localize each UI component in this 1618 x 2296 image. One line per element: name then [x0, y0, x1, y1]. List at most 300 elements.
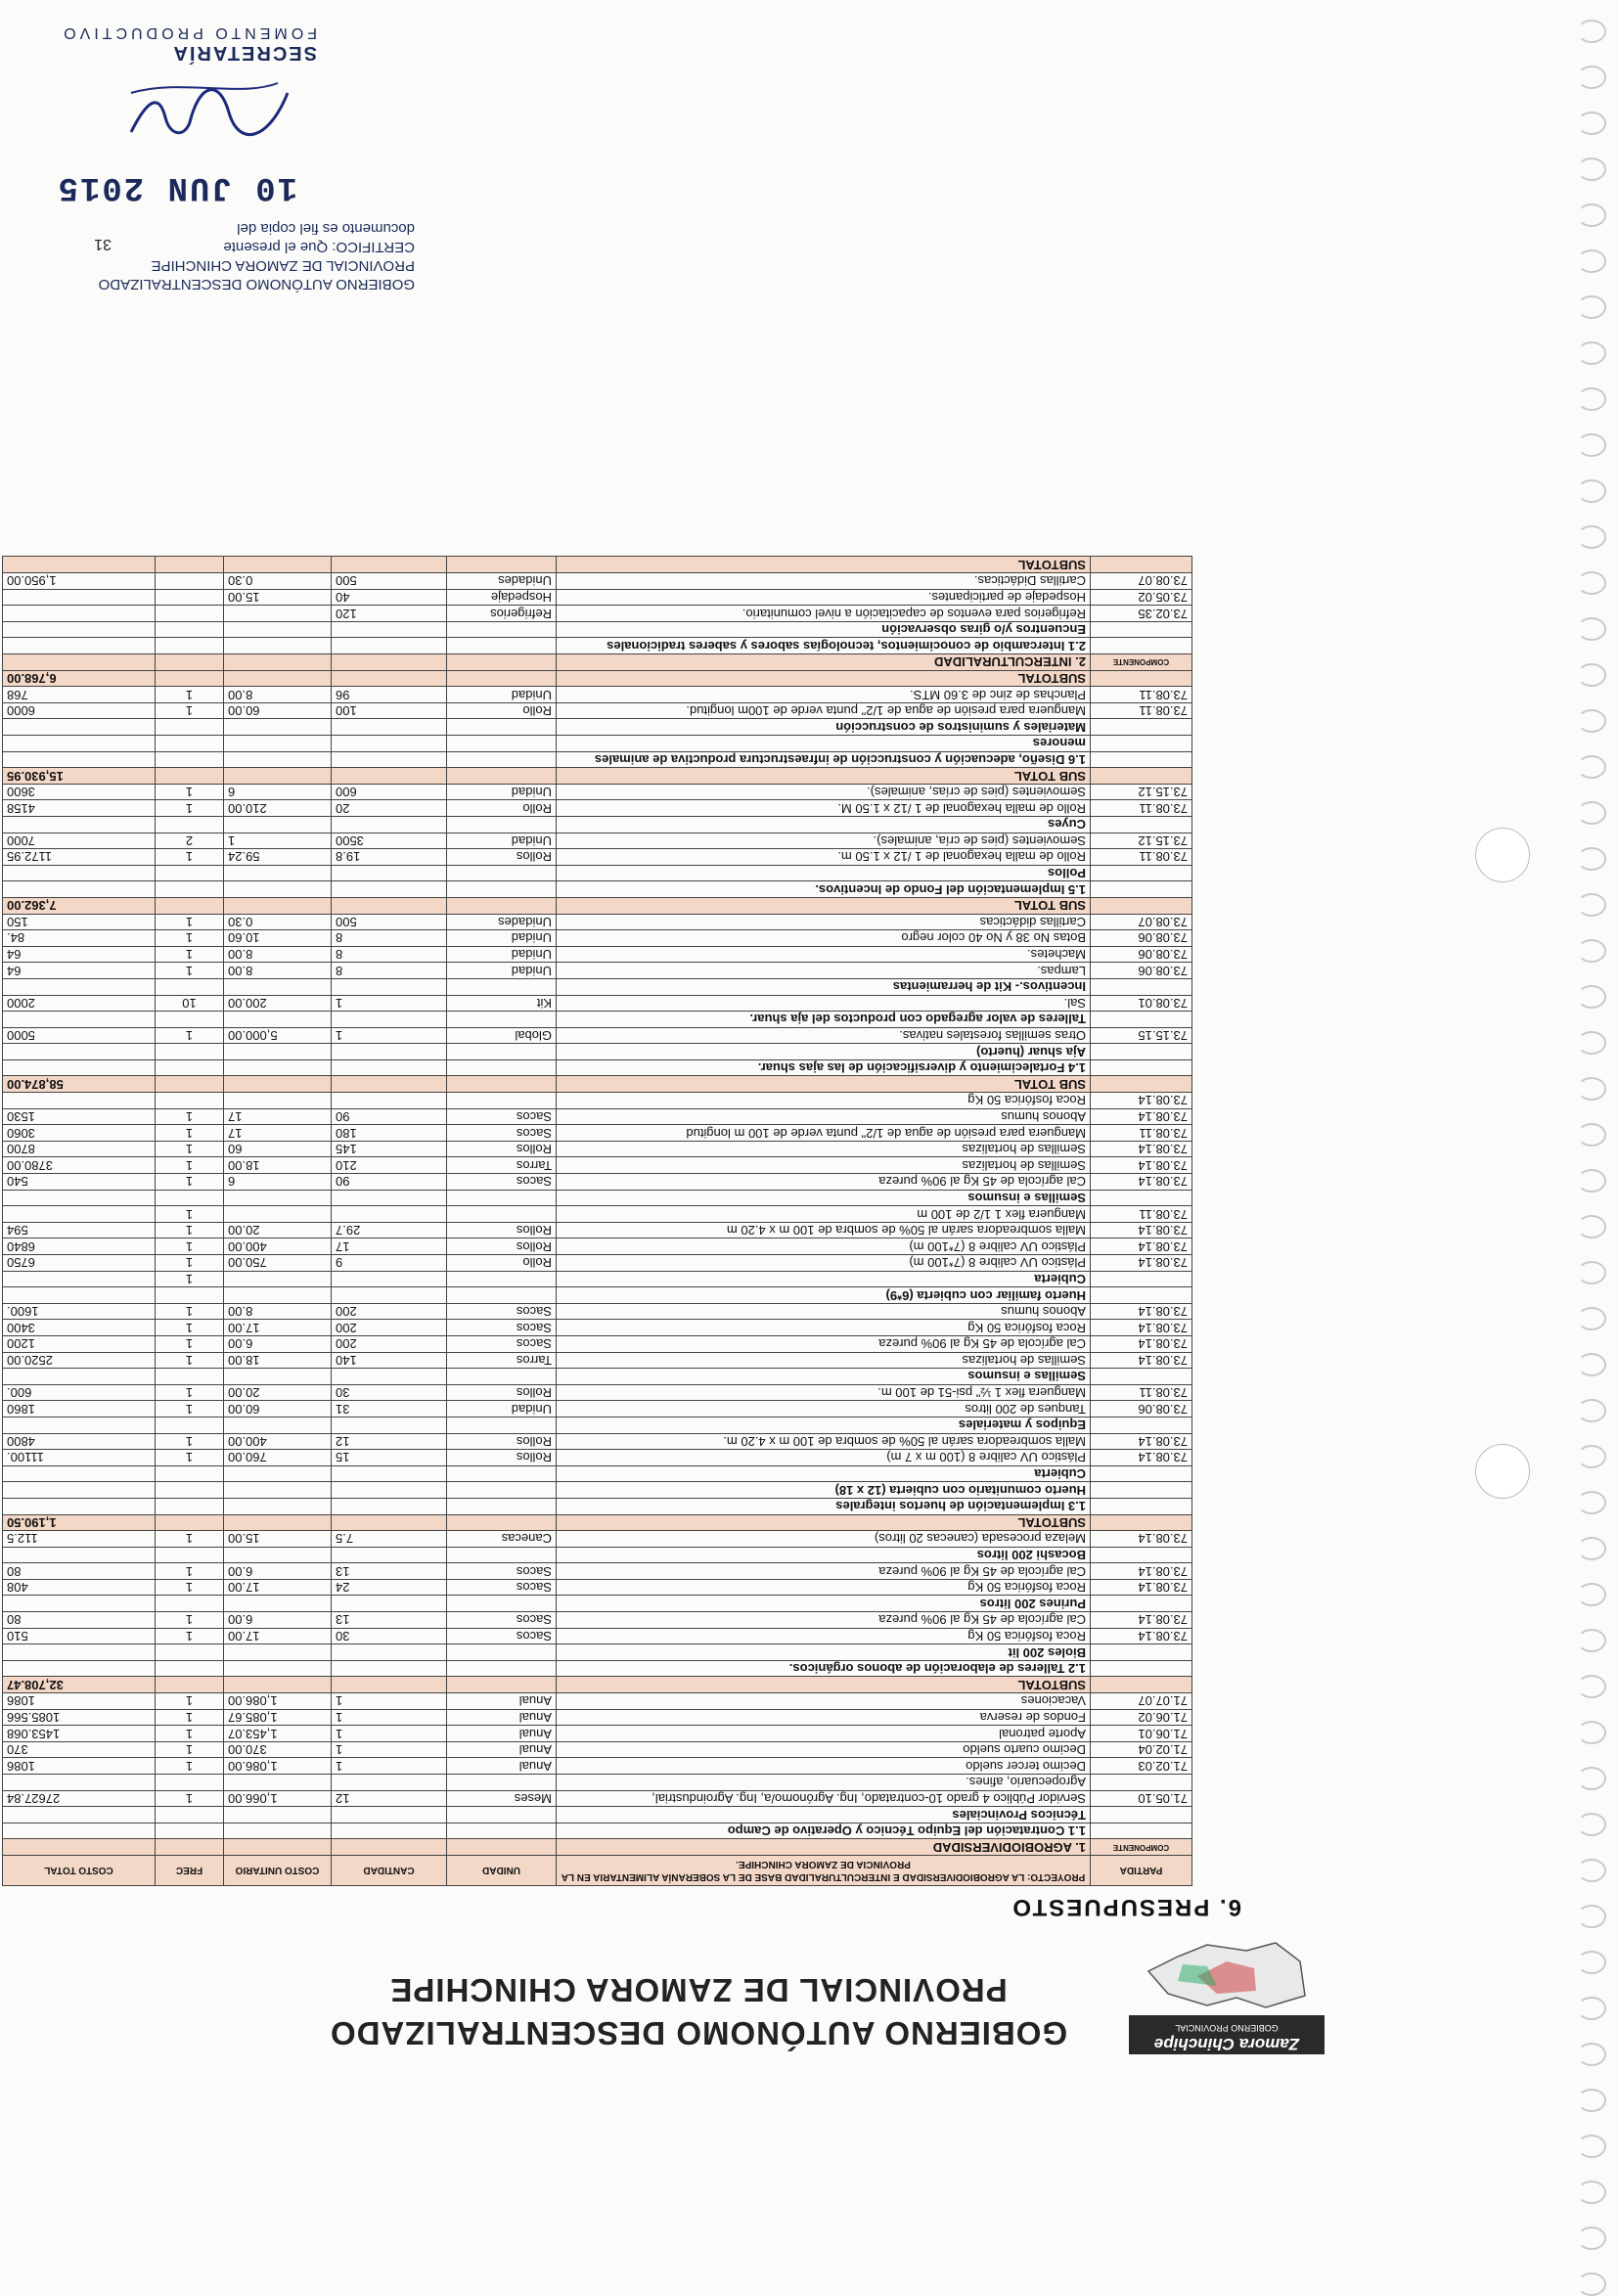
- costo-total-cell: [3, 1044, 156, 1060]
- description-cell: SUB TOTAL: [557, 897, 1091, 914]
- cantidad-cell: [332, 1644, 447, 1661]
- costo-unitario-cell: 18.00: [224, 1157, 332, 1174]
- description-cell: Tanques de 200 litros: [557, 1401, 1091, 1418]
- unidad-cell: Anual: [447, 1758, 557, 1775]
- frec-cell: [156, 751, 224, 768]
- costo-total-cell: 5000: [3, 1027, 156, 1044]
- costo-unitario-cell: 1,086.00: [224, 1693, 332, 1710]
- costo-total-cell: [3, 621, 156, 638]
- costo-unitario-cell: 20.00: [224, 1222, 332, 1238]
- table-row: [3, 1352, 1192, 1369]
- description-cell: Cal agrícola de 45 Kg al 90% pureza: [557, 1563, 1091, 1580]
- frec-cell: 1: [156, 1108, 224, 1125]
- cantidad-cell: 600: [332, 784, 447, 800]
- table-row: [3, 1498, 1192, 1514]
- description-cell: Talleres de valor agregado con productos del aja shuar.: [557, 1012, 1091, 1028]
- cantidad-cell: 120: [332, 606, 447, 622]
- table-row: [3, 1190, 1192, 1206]
- costo-unitario-cell: 8.00: [224, 687, 332, 703]
- unidad-cell: [447, 1076, 557, 1093]
- unidad-cell: [447, 736, 557, 752]
- cantidad-cell: [332, 768, 447, 785]
- unidad-cell: Rollo: [447, 800, 557, 817]
- costo-unitario-cell: 0.30: [224, 914, 332, 930]
- costo-unitario-cell: [224, 557, 332, 573]
- binding-ring-icon: [1577, 1767, 1606, 1790]
- costo-total-cell: [3, 1596, 156, 1612]
- frec-cell: 1: [156, 1125, 224, 1142]
- partida-cell: 73.08.14: [1091, 1238, 1192, 1255]
- cantidad-cell: 1: [332, 995, 447, 1012]
- table-row: [3, 573, 1192, 590]
- costo-total-cell: [3, 589, 156, 606]
- frec-cell: [156, 1644, 224, 1661]
- table-row: [3, 1303, 1192, 1320]
- binding-ring-icon: [1577, 479, 1606, 503]
- unidad-cell: Rollos: [447, 1450, 557, 1466]
- cantidad-cell: [332, 1287, 447, 1304]
- costo-unitario-cell: 17.00: [224, 1320, 332, 1336]
- header-frec: FREC: [156, 1856, 224, 1886]
- partida-cell: 73.02.35: [1091, 606, 1192, 622]
- unidad-cell: Anual: [447, 1693, 557, 1710]
- binding-ring-icon: [1577, 755, 1606, 779]
- binding-ring-icon: [1577, 2135, 1606, 2158]
- unidad-cell: [447, 1823, 557, 1839]
- unidad-cell: Unidad: [447, 784, 557, 800]
- costo-unitario-cell: [224, 1287, 332, 1304]
- costo-unitario-cell: [224, 768, 332, 785]
- binding-ring-icon: [1577, 249, 1606, 273]
- subtotal-row: [3, 768, 1192, 785]
- description-cell: Materiales y suministros de construcción: [557, 719, 1091, 736]
- costo-total-cell: [3, 557, 156, 573]
- cantidad-cell: 20: [332, 800, 447, 817]
- provincial-logo: [1129, 1937, 1325, 2054]
- costo-total-cell: [3, 1660, 156, 1677]
- binding-ring-icon: [1577, 847, 1606, 871]
- costo-total-cell: [3, 1369, 156, 1385]
- partida-cell: 73.08.14: [1091, 1563, 1192, 1580]
- table-row: [3, 930, 1192, 947]
- frec-cell: [156, 670, 224, 687]
- frec-cell: [156, 1190, 224, 1206]
- costo-total-cell: [3, 1465, 156, 1482]
- costo-unitario-cell: [224, 1775, 332, 1791]
- description-cell: Rollo de malla hexagonal de 1 /12 x 1.50 m.: [557, 849, 1091, 866]
- cantidad-cell: 500: [332, 914, 447, 930]
- cantidad-cell: [332, 1417, 447, 1433]
- frec-cell: [156, 897, 224, 914]
- partida-cell: COMPONENTE: [1091, 1839, 1192, 1856]
- partida-cell: [1091, 736, 1192, 752]
- table-row: [3, 621, 1192, 638]
- partida-cell: [1091, 1498, 1192, 1514]
- costo-total-cell: [3, 1775, 156, 1791]
- partida-cell: COMPONENTE: [1091, 654, 1192, 671]
- costo-unitario-cell: 1,086.00: [224, 1758, 332, 1775]
- frec-cell: [156, 1677, 224, 1693]
- partida-cell: [1091, 817, 1192, 833]
- costo-total-cell: 1086: [3, 1758, 156, 1775]
- unidad-cell: Anual: [447, 1741, 557, 1758]
- costo-unitario-cell: 18.00: [224, 1352, 332, 1369]
- binding-ring-icon: [1577, 1031, 1606, 1055]
- partida-cell: [1091, 557, 1192, 573]
- costo-unitario-cell: [224, 1823, 332, 1839]
- costo-total-cell: 1860: [3, 1401, 156, 1418]
- costo-unitario-cell: 1: [224, 833, 332, 849]
- description-cell: Hospedaje de participantes.: [557, 589, 1091, 606]
- costo-unitario-cell: 60.00: [224, 1401, 332, 1418]
- unidad-cell: Global: [447, 1027, 557, 1044]
- costo-total-cell: 7,362.00: [3, 897, 156, 914]
- unidad-cell: [447, 670, 557, 687]
- cantidad-cell: 8: [332, 930, 447, 947]
- unidad-cell: Sacos: [447, 1108, 557, 1125]
- binding-ring-icon: [1577, 1261, 1606, 1284]
- binding-ring-icon: [1577, 709, 1606, 733]
- unidad-cell: [447, 1839, 557, 1856]
- unidad-cell: [447, 1775, 557, 1791]
- table-row: [3, 1271, 1192, 1287]
- binding-ring-icon: [1577, 1675, 1606, 1698]
- costo-total-cell: 1600.: [3, 1303, 156, 1320]
- partida-cell: [1091, 897, 1192, 914]
- logo-subtitle: GOBIERNO PROVINCIAL: [1175, 2023, 1279, 2033]
- description-cell: 1.3 Implementación de huertos integrales: [557, 1498, 1091, 1514]
- frec-cell: 1: [156, 1579, 224, 1596]
- binding-ring-icon: [1577, 1491, 1606, 1514]
- frec-cell: 1: [156, 702, 224, 719]
- partida-cell: [1091, 1482, 1192, 1499]
- frec-cell: [156, 1498, 224, 1514]
- costo-total-cell: 2000: [3, 995, 156, 1012]
- table-row: [3, 1579, 1192, 1596]
- frec-cell: [156, 736, 224, 752]
- binding-ring-icon: [1577, 1215, 1606, 1238]
- frec-cell: [156, 1482, 224, 1499]
- costo-total-cell: 1086: [3, 1693, 156, 1710]
- table-row: [3, 719, 1192, 736]
- costo-total-cell: 3060: [3, 1125, 156, 1142]
- table-row: [3, 881, 1192, 898]
- partida-cell: [1091, 865, 1192, 881]
- partida-cell: 73.08.14: [1091, 1336, 1192, 1353]
- cantidad-cell: 100: [332, 702, 447, 719]
- frec-cell: 1: [156, 1206, 224, 1223]
- description-cell: Encuentros y/o giras observación: [557, 621, 1091, 638]
- frec-cell: 1: [156, 1222, 224, 1238]
- unidad-cell: [447, 1547, 557, 1563]
- table-row: [3, 1807, 1192, 1823]
- description-cell: Semillas e insumos: [557, 1190, 1091, 1206]
- partida-cell: [1091, 1369, 1192, 1385]
- description-cell: Malla sombreadora sarán al 50% de sombra de 100 m x 4.20 m: [557, 1222, 1091, 1238]
- frec-cell: [156, 1807, 224, 1823]
- binding-ring-icon: [1577, 1721, 1606, 1744]
- description-cell: Purines 200 litros: [557, 1596, 1091, 1612]
- partida-cell: 73.08.14: [1091, 1174, 1192, 1191]
- partida-cell: 73.08.14: [1091, 1433, 1192, 1450]
- costo-total-cell: [3, 978, 156, 995]
- cantidad-cell: [332, 881, 447, 898]
- unidad-cell: [447, 1271, 557, 1287]
- table-row: [3, 1141, 1192, 1157]
- frec-cell: 1: [156, 1726, 224, 1742]
- description-cell: Huerto comunitario con cubierta (12 x 18): [557, 1482, 1091, 1499]
- costo-unitario-cell: [224, 1547, 332, 1563]
- table-row: [3, 1790, 1192, 1807]
- unidad-cell: Unidad: [447, 963, 557, 979]
- frec-cell: [156, 1093, 224, 1109]
- table-row: [3, 817, 1192, 833]
- partida-cell: 73.08.07: [1091, 914, 1192, 930]
- frec-cell: [156, 606, 224, 622]
- costo-total-cell: 11100.: [3, 1450, 156, 1466]
- partida-cell: 73.08.06: [1091, 1401, 1192, 1418]
- costo-unitario-cell: [224, 1482, 332, 1499]
- cantidad-cell: [332, 1807, 447, 1823]
- table-row: [3, 1108, 1192, 1125]
- costo-unitario-cell: [224, 1514, 332, 1531]
- partida-cell: 73.08.06: [1091, 946, 1192, 963]
- binding-ring-icon: [1577, 1307, 1606, 1330]
- stamp-date: 10 JUN 2015: [56, 168, 297, 205]
- unidad-cell: [447, 638, 557, 654]
- partida-cell: 73.08.14: [1091, 1093, 1192, 1109]
- cantidad-cell: [332, 1677, 447, 1693]
- description-cell: Pollos: [557, 865, 1091, 881]
- description-cell: Manguera para presión de agua de 1/2" punta verde de 100m longitud.: [557, 702, 1091, 719]
- unidad-cell: Sacos: [447, 1174, 557, 1191]
- cert-line: documento es fiel copia del: [237, 220, 415, 237]
- description-cell: 2. INTERCULTURALIDAD: [557, 654, 1091, 671]
- frec-cell: [156, 638, 224, 654]
- table-row: [3, 963, 1192, 979]
- partida-cell: [1091, 1823, 1192, 1839]
- partida-cell: 73.08.14: [1091, 1255, 1192, 1272]
- description-cell: Melaza procesada (canecas 20 litros): [557, 1531, 1091, 1548]
- description-cell: Malla sombreadora sarán al 50% de sombra de 100 m x 4.20 m.: [557, 1433, 1091, 1450]
- cantidad-cell: 200: [332, 1336, 447, 1353]
- costo-total-cell: 1530: [3, 1108, 156, 1125]
- table-row: [3, 1157, 1192, 1174]
- partida-cell: [1091, 1644, 1192, 1661]
- table-row: [3, 1059, 1192, 1076]
- description-cell: 1.1 Contratación del Equipo Técnico y Operativo de Campo: [557, 1823, 1091, 1839]
- cantidad-cell: [332, 1823, 447, 1839]
- binding-ring-icon: [1577, 985, 1606, 1009]
- costo-unitario-cell: [224, 654, 332, 671]
- table-row: [3, 946, 1192, 963]
- table-row: [3, 1628, 1192, 1644]
- description-cell: Botas No 38 y No 40 color negro: [557, 930, 1091, 947]
- frec-cell: 1: [156, 1141, 224, 1157]
- description-cell: Bioles 200 lit: [557, 1644, 1091, 1661]
- description-cell: Roca fosfórica 50 Kg: [557, 1579, 1091, 1596]
- costo-total-cell: 1200: [3, 1336, 156, 1353]
- costo-unitario-cell: 1,066.00: [224, 1790, 332, 1807]
- partida-cell: 73.08.11: [1091, 1206, 1192, 1223]
- costo-unitario-cell: [224, 1839, 332, 1856]
- costo-total-cell: 540: [3, 1174, 156, 1191]
- table-row: [3, 800, 1192, 817]
- unidad-cell: Rollos: [447, 1238, 557, 1255]
- costo-total-cell: 2520.00: [3, 1352, 156, 1369]
- frec-cell: [156, 881, 224, 898]
- table-row: [3, 1238, 1192, 1255]
- description-cell: 1.2 Talleres de elaboración de abonos orgánicos.: [557, 1660, 1091, 1677]
- costo-unitario-cell: 17: [224, 1125, 332, 1142]
- cantidad-cell: 145: [332, 1141, 447, 1157]
- costo-total-cell: 510: [3, 1628, 156, 1644]
- description-cell: Agropecuario, afines.: [557, 1775, 1091, 1791]
- binding-ring-icon: [1577, 387, 1606, 411]
- unidad-cell: Rollos: [447, 1433, 557, 1450]
- table-row: [3, 1206, 1192, 1223]
- frec-cell: 1: [156, 1741, 224, 1758]
- costo-total-cell: [3, 638, 156, 654]
- binding-ring-icon: [1577, 939, 1606, 963]
- costo-unitario-cell: 6.00: [224, 1563, 332, 1580]
- partida-cell: [1091, 1596, 1192, 1612]
- description-cell: Vacaciones: [557, 1693, 1091, 1710]
- costo-total-cell: 32,708.47: [3, 1677, 156, 1693]
- cantidad-cell: 7.5: [332, 1531, 447, 1548]
- header-cantidad: CANTIDAD: [332, 1856, 447, 1886]
- costo-unitario-cell: 760.00: [224, 1450, 332, 1466]
- partida-cell: 73.08.14: [1091, 1531, 1192, 1548]
- cantidad-cell: 19.8: [332, 849, 447, 866]
- cantidad-cell: [332, 638, 447, 654]
- cantidad-cell: [332, 1596, 447, 1612]
- costo-unitario-cell: [224, 621, 332, 638]
- costo-total-cell: [3, 1498, 156, 1514]
- table-row: [3, 1174, 1192, 1191]
- table-row: [3, 1660, 1192, 1677]
- partida-cell: 73.08.11: [1091, 800, 1192, 817]
- description-cell: Cuyes: [557, 817, 1091, 833]
- binding-ring-icon: [1577, 2043, 1606, 2066]
- partida-cell: [1091, 638, 1192, 654]
- table-row: [3, 784, 1192, 800]
- costo-unitario-cell: 17.00: [224, 1628, 332, 1644]
- unidad-cell: Rollos: [447, 1141, 557, 1157]
- description-cell: Equipos y materiales: [557, 1417, 1091, 1433]
- partida-cell: [1091, 719, 1192, 736]
- partida-cell: 71.06.02: [1091, 1709, 1192, 1726]
- partida-cell: 73.08.14: [1091, 1612, 1192, 1629]
- costo-total-cell: 370: [3, 1741, 156, 1758]
- frec-cell: 1: [156, 1157, 224, 1174]
- costo-unitario-cell: 1,453.07: [224, 1726, 332, 1742]
- unidad-cell: [447, 1206, 557, 1223]
- frec-cell: [156, 1012, 224, 1028]
- cantidad-cell: [332, 751, 447, 768]
- table-row: [3, 995, 1192, 1012]
- description-cell: 1.6 Diseño, adecuación y construcción de infraestructura productiva de animales: [557, 751, 1091, 768]
- table-row: [3, 1596, 1192, 1612]
- costo-unitario-cell: [224, 1271, 332, 1287]
- costo-total-cell: [3, 1547, 156, 1563]
- costo-unitario-cell: [224, 865, 332, 881]
- description-cell: Incentivos.- Kit de herramientas: [557, 978, 1091, 995]
- cantidad-cell: [332, 817, 447, 833]
- subtotal-row: [3, 1677, 1192, 1693]
- table-row: [3, 914, 1192, 930]
- unidad-cell: Sacos: [447, 1336, 557, 1353]
- partida-cell: 73.05.02: [1091, 589, 1192, 606]
- partida-cell: [1091, 621, 1192, 638]
- logo-banner: [1129, 2015, 1325, 2054]
- header-costo-unitario: COSTO UNITARIO: [224, 1856, 332, 1886]
- unidad-cell: Unidad: [447, 946, 557, 963]
- unidad-cell: [447, 1807, 557, 1823]
- costo-total-cell: 112.5: [3, 1531, 156, 1548]
- table-row: [3, 1384, 1192, 1401]
- frec-cell: 1: [156, 1628, 224, 1644]
- costo-total-cell: 27627.84: [3, 1790, 156, 1807]
- frec-cell: 1: [156, 1531, 224, 1548]
- costo-unitario-cell: [224, 1498, 332, 1514]
- costo-total-cell: [3, 1012, 156, 1028]
- unidad-cell: Hospedaje: [447, 589, 557, 606]
- binding-ring-icon: [1577, 571, 1606, 595]
- partida-cell: 73.08.14: [1091, 1157, 1192, 1174]
- frec-cell: [156, 1514, 224, 1531]
- binding-ring-icon: [1577, 1859, 1606, 1882]
- description-cell: 2.1 Intercambio de conocimientos, tecnologías sabores y saberes tradicionales: [557, 638, 1091, 654]
- unidad-cell: [447, 1596, 557, 1612]
- cantidad-cell: 180: [332, 1125, 447, 1142]
- partida-cell: 73.08.11: [1091, 702, 1192, 719]
- costo-total-cell: 4800: [3, 1433, 156, 1450]
- costo-unitario-cell: [224, 1190, 332, 1206]
- cantidad-cell: [332, 654, 447, 671]
- costo-total-cell: 8700: [3, 1141, 156, 1157]
- budget-table: [2, 557, 1192, 1887]
- costo-total-cell: 3400: [3, 1320, 156, 1336]
- table-row: [3, 1369, 1192, 1385]
- binding-ring-icon: [1577, 433, 1606, 457]
- cantidad-cell: 17: [332, 1238, 447, 1255]
- frec-cell: [156, 1775, 224, 1791]
- unidad-cell: [447, 719, 557, 736]
- unidad-cell: [447, 865, 557, 881]
- costo-unitario-cell: 5,000.00: [224, 1027, 332, 1044]
- costo-total-cell: 80: [3, 1612, 156, 1629]
- partida-cell: 73.08.11: [1091, 687, 1192, 703]
- binding-ring-icon: [1577, 1537, 1606, 1560]
- description-cell: 1.4 Fortalecimiento y diversificación de las ajas shuar.: [557, 1059, 1091, 1076]
- description-cell: Plástico UV calibre 8 (7*100 m): [557, 1255, 1091, 1272]
- description-cell: Aja shuar (huerto): [557, 1044, 1091, 1060]
- partida-cell: [1091, 768, 1192, 785]
- binding-ring-icon: [1577, 66, 1606, 89]
- partida-cell: 71.02.03: [1091, 1758, 1192, 1775]
- unidad-cell: [447, 978, 557, 995]
- cantidad-cell: 15: [332, 1450, 447, 1466]
- partida-cell: [1091, 1190, 1192, 1206]
- costo-unitario-cell: 0.30: [224, 573, 332, 590]
- table-row: [3, 833, 1192, 849]
- costo-unitario-cell: 10.60: [224, 930, 332, 947]
- partida-cell: 73.08.11: [1091, 1384, 1192, 1401]
- partida-cell: 73.08.06: [1091, 930, 1192, 947]
- frec-cell: 1: [156, 1303, 224, 1320]
- header-line-2: PROVINCIAL DE ZAMORA CHINCHIPE: [389, 1972, 1008, 2008]
